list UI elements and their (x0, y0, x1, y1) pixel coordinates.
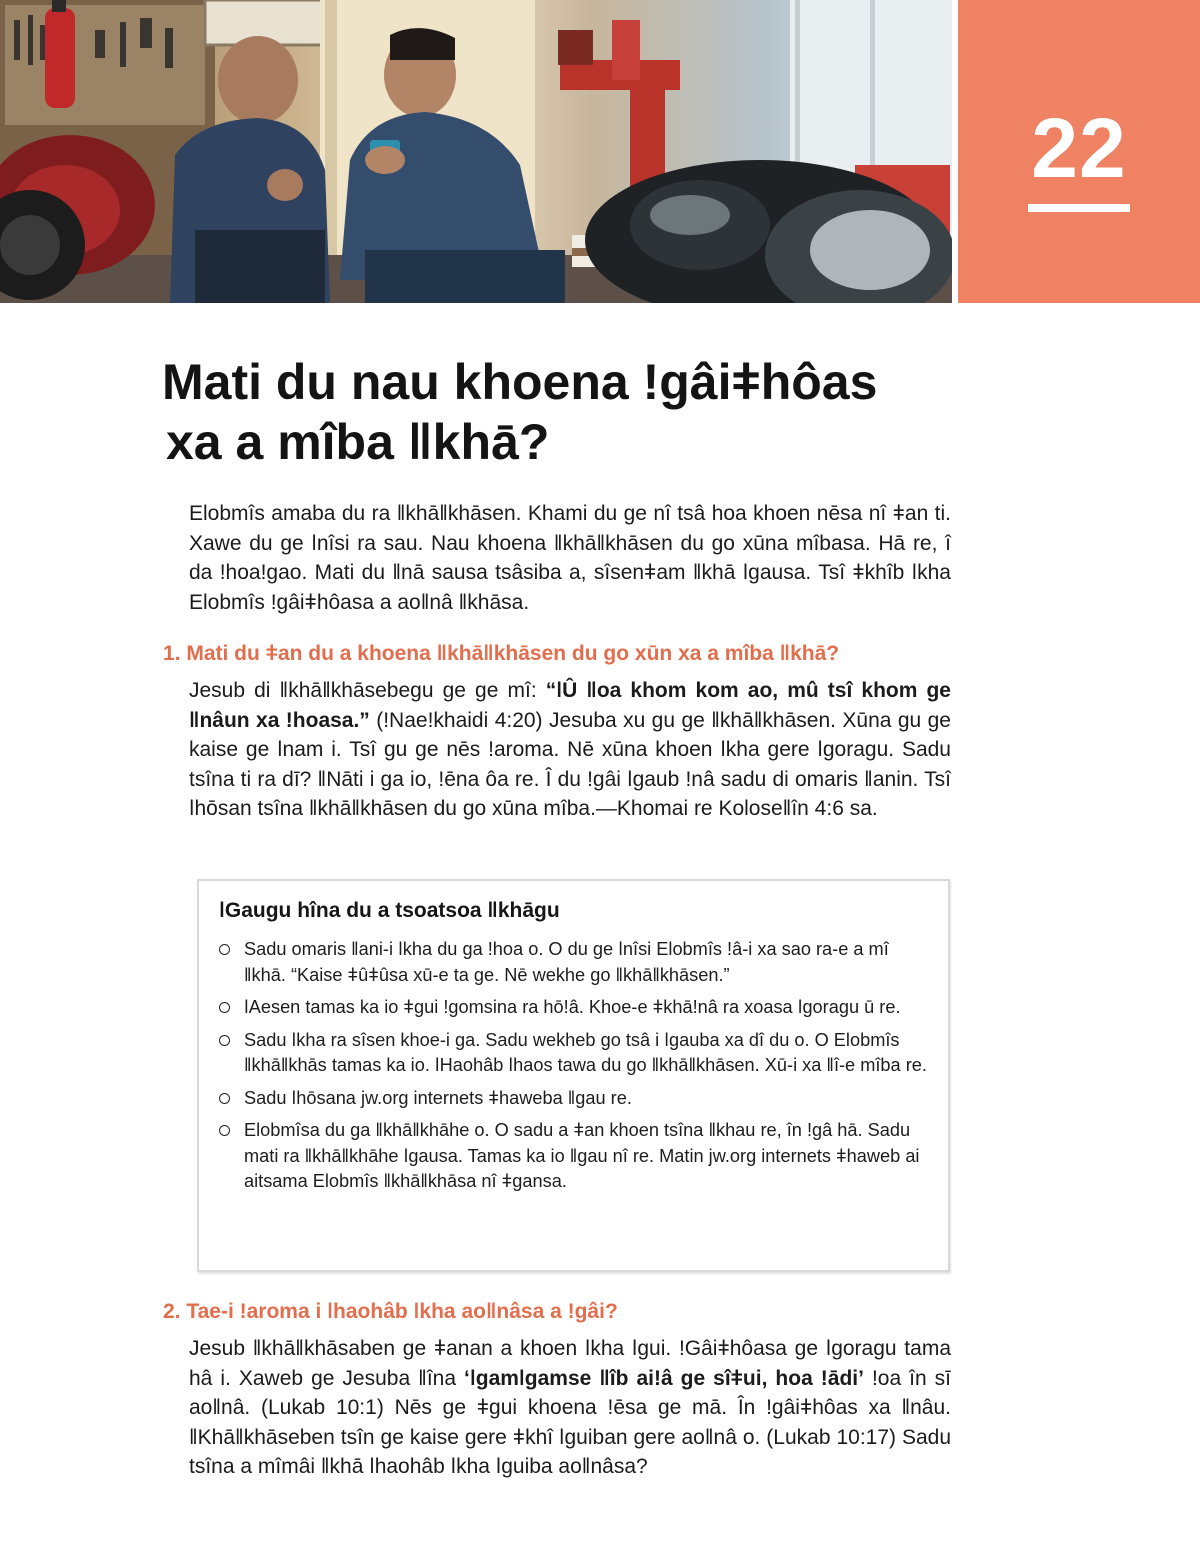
section-2-quote: ‘ǀgamǀgamse ǁîb aiǃâ ge sîǂui, hoa ǃādi’ (464, 1366, 864, 1390)
section-2-lead: Jesub ǁkhāǁkhāsaben ge ǂanan a khoen ǀkha ǀgui. ǃGâiǂhôasa ge ǀgoragu tama hâ i. Xaweb ge Jesuba ǁîna (189, 1337, 951, 1390)
section-1-paragraph (189, 676, 951, 824)
section-2-rest: ǃoa în sī aoǁnâ. (Lukab 10:1) Nēs ge ǂgui khoena ǃēsa ge mā. În ǃgâiǂhôas xa ǁnâu. ǁKhāǁkhāseben tsîn ge kaise gere ǂkhî ǀguiban gere aoǁnâ o. (Lukab 10:17) Sadu tsîna a mîmâi ǁkhā ǀhaohâb ǀkha ǀguiba aoǁnâsa? (189, 1366, 952, 1479)
tips-list-item-text: Sadu ǀhōsana jw.org internets ǂhaweba ǁgau re. (244, 1087, 632, 1108)
lesson-number-badge (958, 0, 1200, 303)
lesson-number-underline (1028, 204, 1130, 212)
page-title-line-1: Mati du nau khoena ǃgâiǂhôas (162, 354, 878, 410)
lesson-number: 22 (1031, 101, 1127, 195)
intro-paragraph: Elobmîs amaba du ra ǁkhāǁkhāsen. Khami du ge nî tsâ hoa khoen nēsa nî ǂan ti. Xawe du ge ǀnîsi ra sau. Nau khoena ǁkhāǁkhāsen du go xūna mîbasa. Hā re, î da ǃhoaǃgao. Mati du ǁnā sausa tsâsiba a, sîsenǂam ǁkhā ǀgausa. Tsî ǂkhîb ǀkha Elobmîs ǃgâiǂhôasa a aoǁnâ ǁkhāsa. (189, 502, 951, 614)
tips-list-item-text: ǀAesen tamas ka io ǂgui ǃgomsina ra hōǃâ. Khoe-e ǂkhāǃnâ ra xoasa ǀgoragu ū re. (244, 997, 901, 1017)
tips-list-item-text: Sadu ǀkha ra sîsen khoe-i ga. Sadu wekheb go tsâ i ǀgauba xa dî du o. O Elobmîs ǁkhāǁkhās tamas ka io. ǀHaohâb ǀhaos tawa du go ǁkhāǁkhāsen. Xū-i xa ǁî-e mîba re. (244, 1029, 927, 1075)
tips-list (217, 937, 929, 1202)
page-title (162, 352, 982, 472)
section-1-quote: “ǀÛ ǁoa khom kom ao, mû tsî khom ge ǁnâun xa ǃhoasa.” (189, 679, 951, 732)
section-1-lead: Jesub di ǁkhāǁkhāsebegu ge ge mî: (189, 679, 546, 702)
bullet-circle-icon (219, 944, 230, 955)
section-1-rest: (ǃNaeǃkhaidi 4:20) Jesuba xu gu ge ǁkhāǁkhāsen. Xūna gu ge kaise ge ǀnam i. Tsî gu ge nēs ǃaroma. Nē xūna khoen ǀkha gere ǀgoragu. Sadu tsîna ti ra dī? ǁNāti i ga io, ǃēna ôa re. Î du ǃgâi ǀgaub ǃnâ sadu di omaris ǁanin. Tsî ǀhōsan tsîna ǁkhāǁkhāsen du go xūna mîba.—Khomai re Koloseǁîn 4:6 sa. (189, 708, 951, 821)
section-2-paragraph (189, 1334, 951, 1482)
tips-list-item-text: Sadu omaris ǁani-i ǀkha du ga ǃhoa o. O du ge ǀnîsi Elobmîs ǃâ-i xa sao ra-e a mî ǁkhā. “Kaise ǂûǂûsa xū-e ta ge. Nē wekhe go ǁkhāǁkhāsen.” (244, 939, 889, 985)
tips-box (197, 879, 950, 1272)
header-photo (0, 0, 952, 303)
bullet-circle-icon (219, 1035, 230, 1046)
section-2-question: 2. Tae-i ǃaroma i ǀhaohâb ǀkha aoǁnâsa a ǃgâi? (163, 1300, 618, 1323)
tips-box-title: ǀGaugu hîna du a tsoatsoa ǁkhāgu (219, 899, 560, 922)
bullet-circle-icon (219, 1002, 230, 1013)
tips-list-item (217, 1086, 929, 1112)
tips-list-item-text: Elobmîsa du ga ǁkhāǁkhāhe o. O sadu a ǂan khoen tsîna ǁkhau re, în ǃgâ hā. Sadu mati ra ǁkhāǁkhāhe ǀgausa. Tamas ka io ǁgau nî re. Matin jw.org internets ǂhaweb ai aitsama Elobmîs ǁkhāǁkhāsa nî ǂgansa. (244, 1120, 920, 1191)
tips-list-item (217, 937, 929, 988)
bullet-circle-icon (219, 1125, 230, 1136)
garage-photo-illustration (0, 0, 952, 303)
page-title-line-2: xa a mîba ǁkhā? (166, 414, 550, 470)
tips-list-item (217, 1028, 929, 1079)
section-1-question: 1. Mati du ǂan du a khoena ǁkhāǁkhāsen du go xūn xa a mîba ǁkhā? (163, 642, 840, 665)
tips-list-item (217, 995, 929, 1021)
bullet-circle-icon (219, 1093, 230, 1104)
tips-list-item (217, 1118, 929, 1195)
